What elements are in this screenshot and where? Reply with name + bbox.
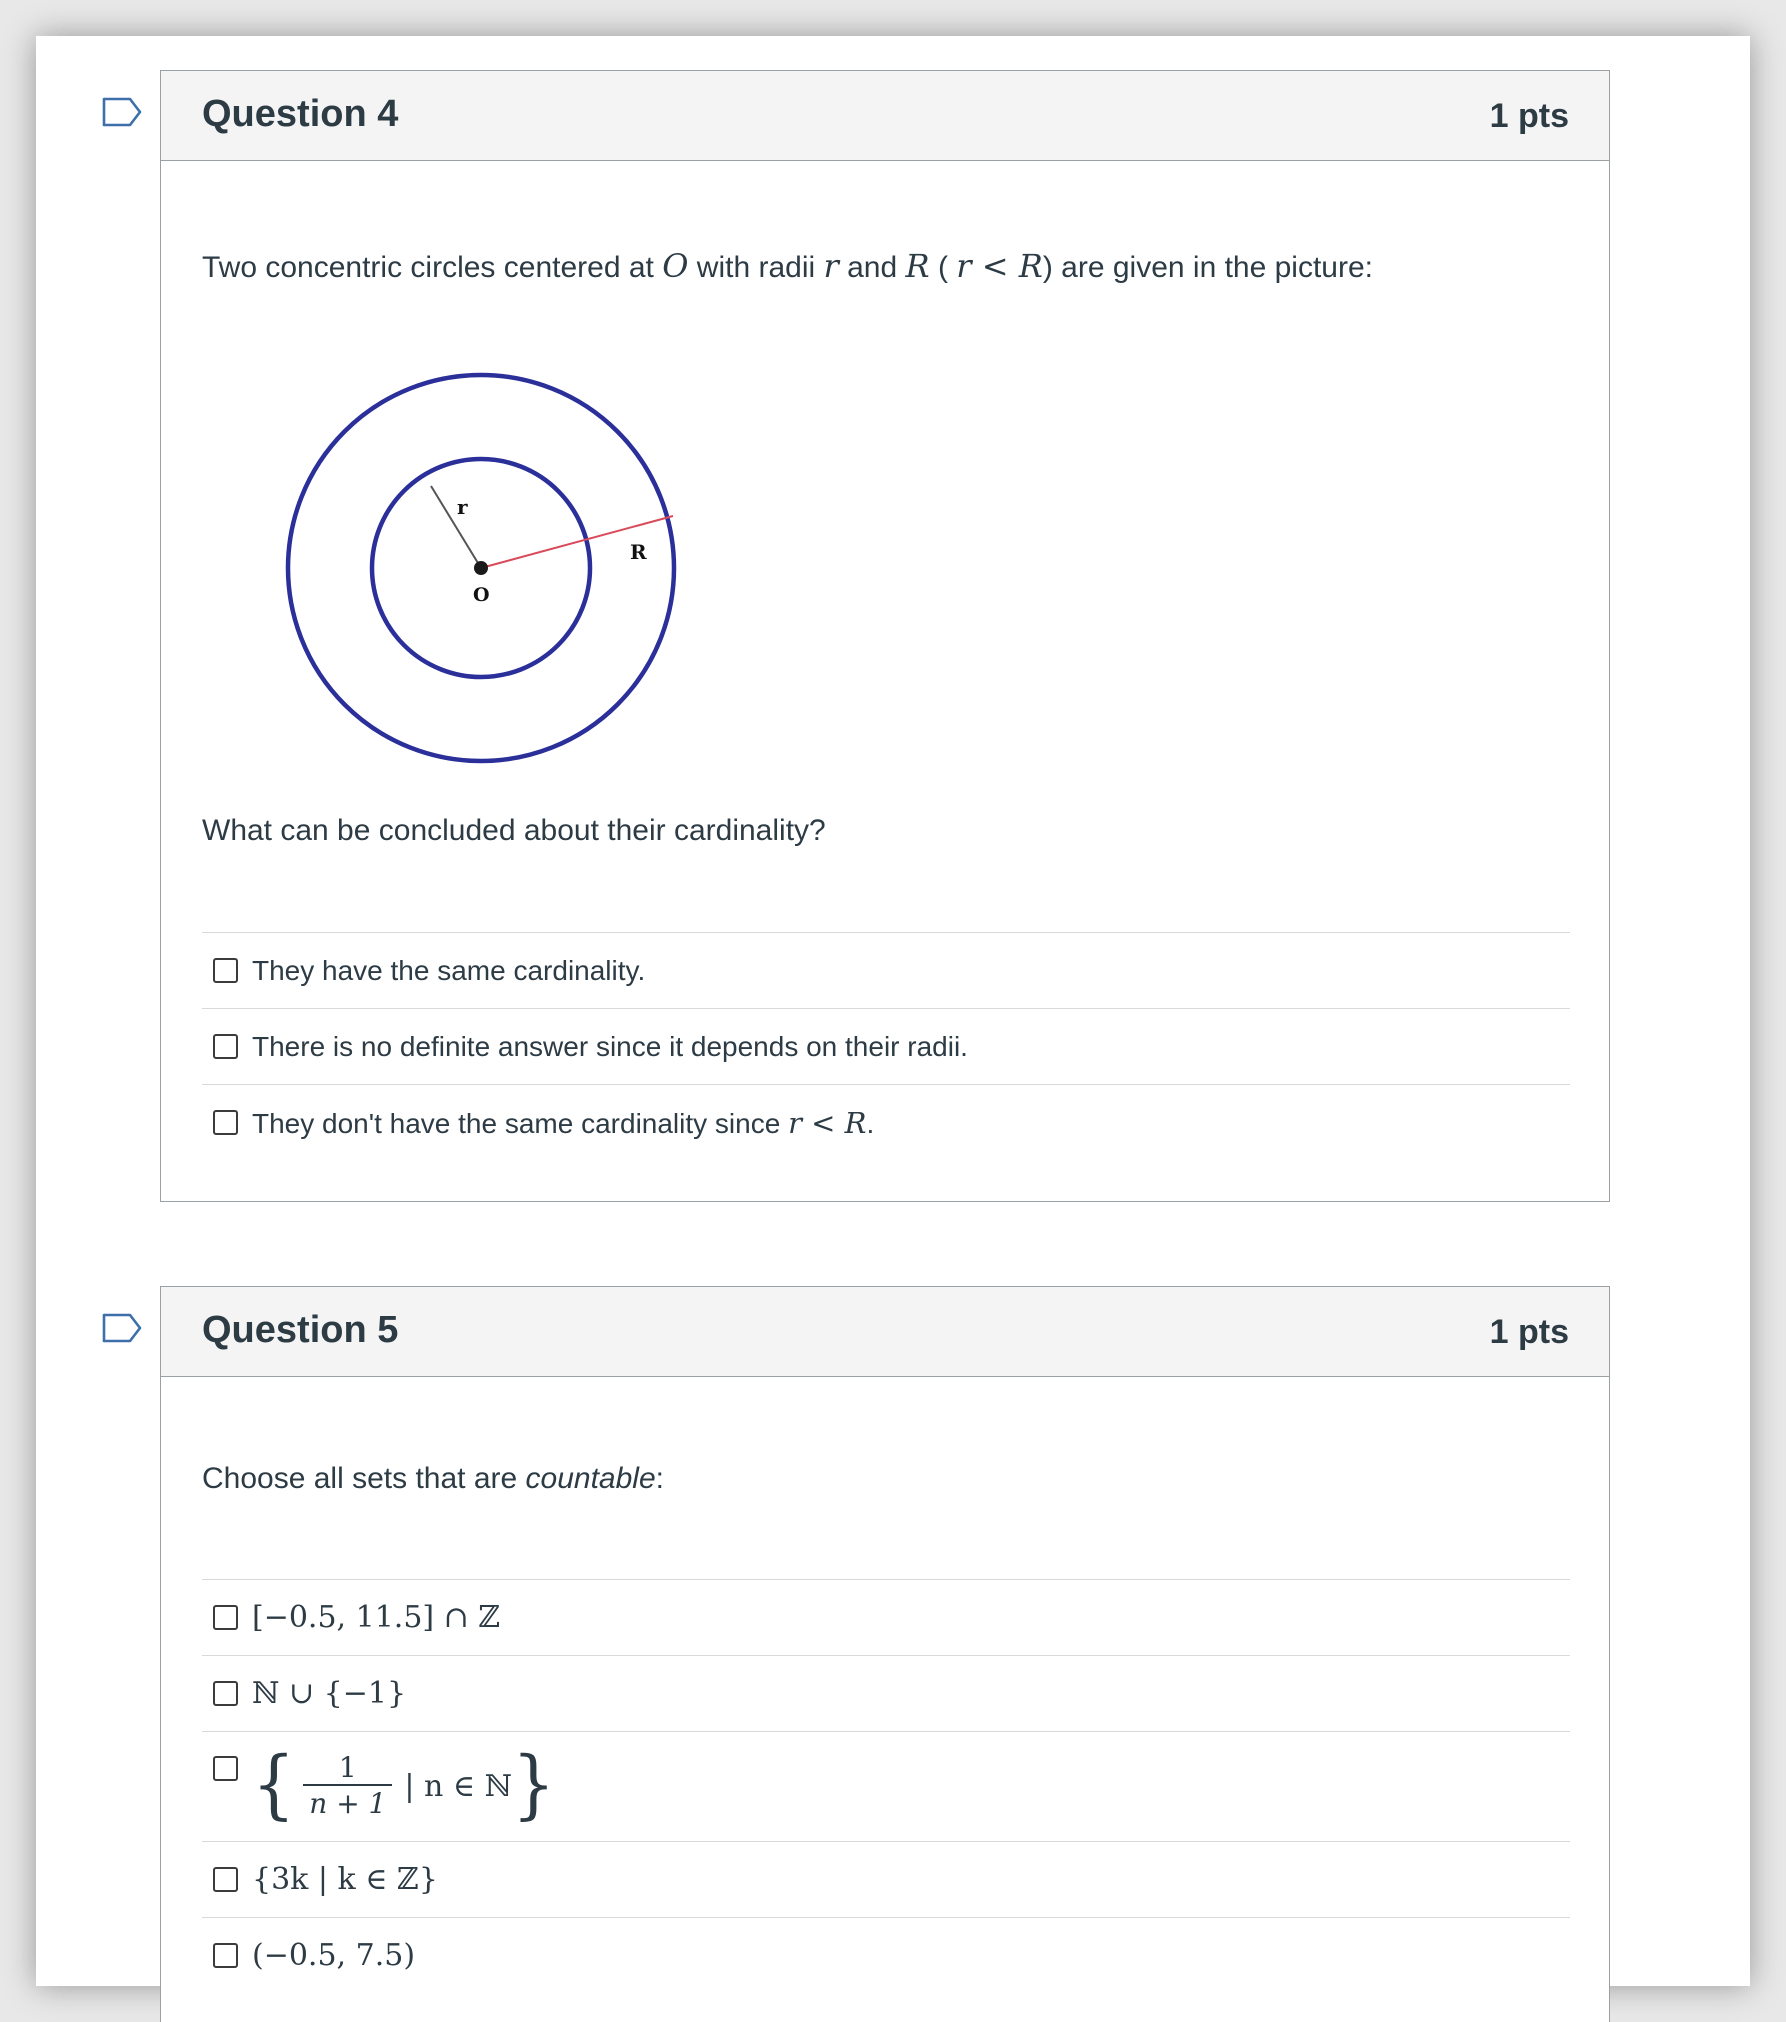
radius-r-line xyxy=(431,486,481,568)
brace-close: } xyxy=(512,1742,556,1830)
question-points: 1 pts xyxy=(1489,1313,1569,1351)
answer-label: They have the same cardinality. xyxy=(252,954,646,986)
center-point xyxy=(474,561,488,575)
math-var-R: R xyxy=(905,247,930,285)
answer-label: There is no definite answer since it depends on their radii. xyxy=(252,1030,968,1062)
answer-checkbox[interactable] xyxy=(213,1605,238,1630)
answer-label xyxy=(252,1106,874,1140)
answer-checkbox[interactable] xyxy=(213,958,238,983)
concentric-circles-figure xyxy=(276,361,696,781)
prompt-text: and xyxy=(838,251,906,284)
answer-checkbox[interactable] xyxy=(213,1681,238,1706)
fraction-numerator: 1 xyxy=(338,1750,357,1784)
answer-math: [−0.5, 11.5] ∩ ℤ xyxy=(252,1600,501,1635)
answer-list xyxy=(202,1579,1570,1993)
answer-math: (−0.5, 7.5) xyxy=(252,1938,416,1973)
answer-option[interactable] xyxy=(202,1731,1570,1841)
prompt-text: ) are given in the picture: xyxy=(1042,251,1374,284)
fraction xyxy=(303,1751,392,1823)
question-header xyxy=(161,1287,1609,1377)
math-var-r: r xyxy=(823,247,839,285)
question-prompt xyxy=(202,1462,664,1496)
answer-checkbox[interactable] xyxy=(213,1867,238,1892)
label-r: r xyxy=(457,495,468,519)
answer-list xyxy=(202,932,1570,1160)
question-5-card xyxy=(160,1286,1610,2022)
answer-option[interactable] xyxy=(202,932,1570,1008)
answer-option[interactable] xyxy=(202,1655,1570,1731)
brace-open: { xyxy=(252,1742,296,1830)
question-prompt xyxy=(202,247,1373,285)
answer-math: ℕ ∪ {−1} xyxy=(252,1676,407,1711)
label-O: O xyxy=(473,584,490,606)
prompt-text: ( xyxy=(929,251,957,284)
prompt-emphasis: countable xyxy=(525,1462,656,1495)
answer-checkbox[interactable] xyxy=(213,1756,238,1781)
quiz-page xyxy=(36,36,1750,1986)
answer-suffix: . xyxy=(866,1107,875,1139)
answer-option[interactable] xyxy=(202,1008,1570,1084)
math-var-O: O xyxy=(662,247,689,285)
set-condition: | n ∈ ℕ xyxy=(404,1768,513,1804)
answer-option[interactable] xyxy=(202,1841,1570,1917)
answer-option[interactable] xyxy=(202,1579,1570,1655)
answer-option[interactable] xyxy=(202,1084,1570,1160)
question-points: 1 pts xyxy=(1489,97,1569,135)
answer-option[interactable] xyxy=(202,1917,1570,1993)
answer-checkbox[interactable] xyxy=(213,1034,238,1059)
fraction-denominator: n + 1 xyxy=(303,1784,392,1822)
question-header xyxy=(161,71,1609,161)
answer-math: r < R xyxy=(788,1105,867,1140)
answer-checkbox[interactable] xyxy=(213,1110,238,1135)
answer-checkbox[interactable] xyxy=(213,1943,238,1968)
flag-question-icon[interactable] xyxy=(100,96,144,128)
math-inequality: r < R xyxy=(956,247,1043,285)
answer-math-fraction-set xyxy=(252,1742,556,1830)
question-4-card xyxy=(160,70,1610,1202)
answer-math: {3k | k ∈ ℤ} xyxy=(252,1862,438,1897)
prompt-text: Choose all sets that are xyxy=(202,1462,526,1495)
prompt-text: with radii xyxy=(688,251,824,284)
prompt-text: : xyxy=(655,1462,664,1495)
prompt-text: Two concentric circles centered at xyxy=(202,251,663,284)
question-title: Question 4 xyxy=(202,93,399,135)
label-R: R xyxy=(630,540,647,564)
flag-question-icon[interactable] xyxy=(100,1312,144,1344)
question-title: Question 5 xyxy=(202,1309,399,1351)
question-followup: What can be concluded about their cardinality? xyxy=(202,814,826,847)
answer-text: They don't have the same cardinality since xyxy=(252,1107,789,1139)
